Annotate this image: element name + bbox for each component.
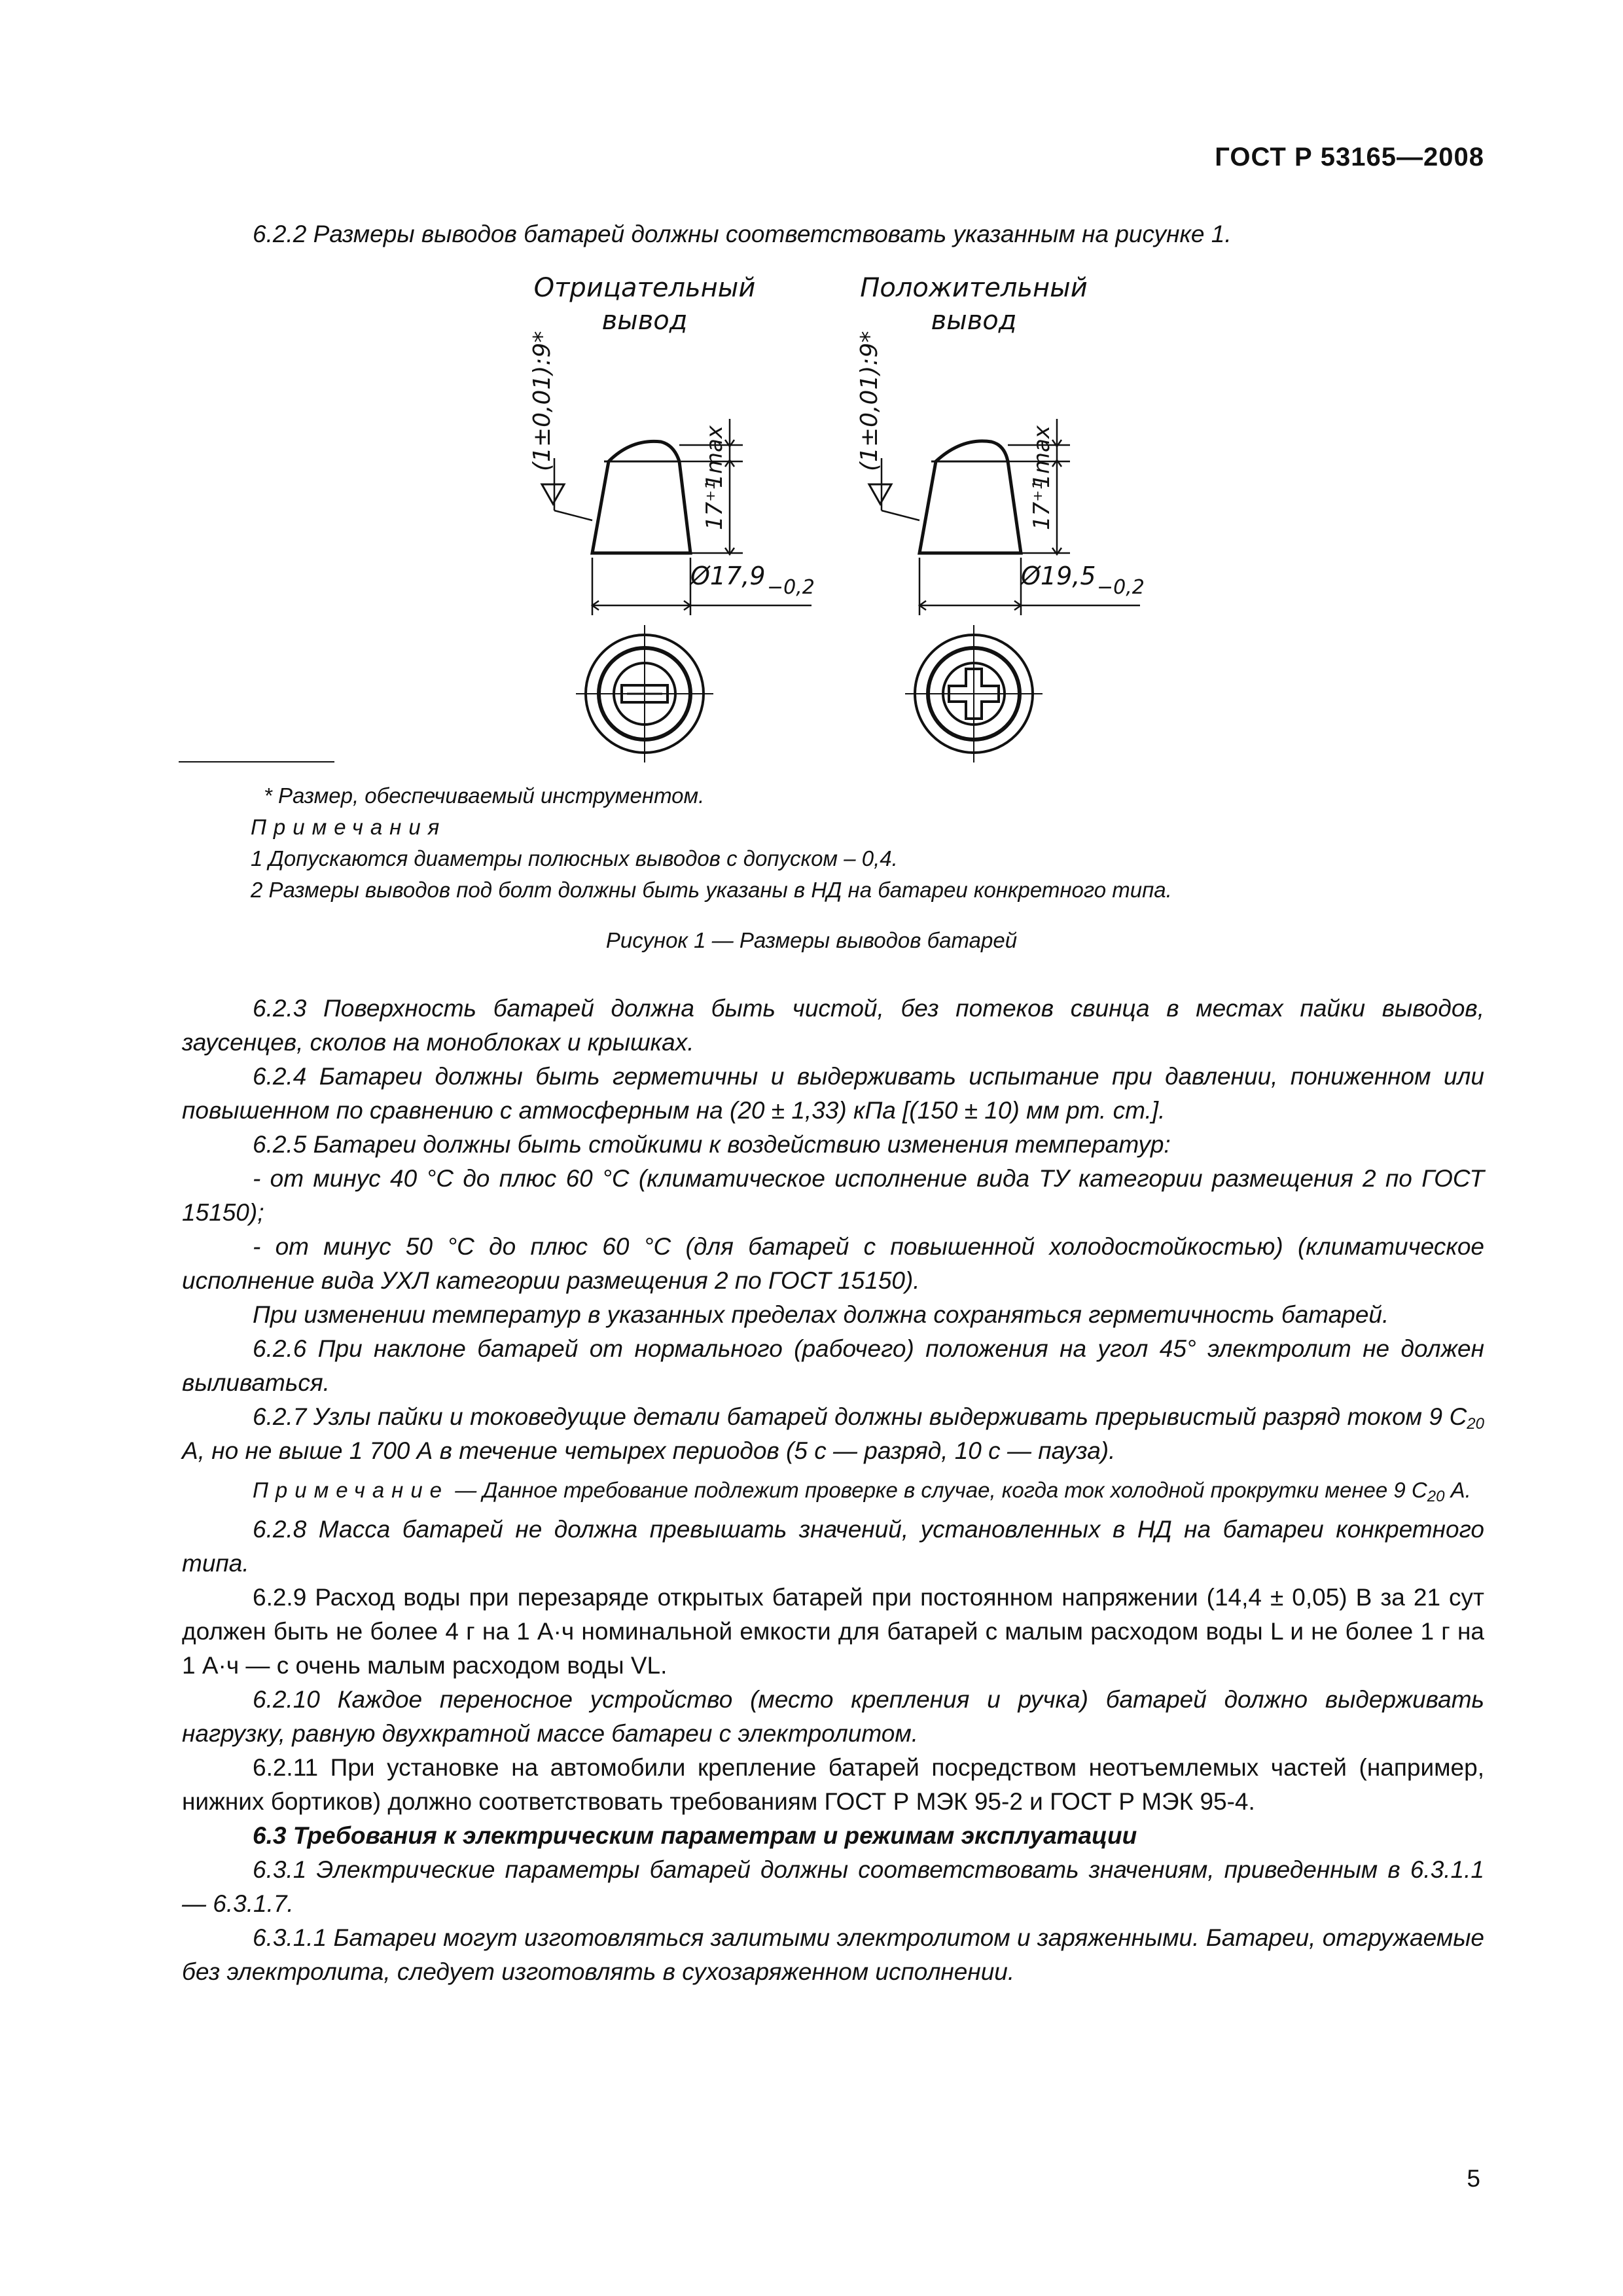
positive-terminal-top-view [905,625,1043,762]
footnote-rule [179,761,334,762]
paragraph-6-2-3: 6.2.3 Поверхность батарей должна быть чистой, без потеков свинца в местах пайки выводов, заусенцев, сколов на моноблоках и крышках. [182,995,1484,1056]
positive-height-label: 17⁺¹ [1029,481,1055,530]
section-heading-6-3: 6.3 Требования к электрическим параметрам и режимам эксплуатации [253,1822,1137,1849]
paragraph-6-2-8: 6.2.8 Масса батарей не должна превышать значений, установленных в НД на батареи конкретного типа. [182,1516,1484,1577]
paragraph-6-2-5: 6.2.5 Батареи должны быть стойкими к воздействию изменения температур: [253,1131,1171,1158]
negative-label-line1: Отрицательный [533,273,756,303]
paragraph-6-2-11: 6.2.11 При установке на автомобили крепление батарей посредством неотъемлемых частей (например, нижних бортиков) должно соответствовать требованиям ГОСТ Р МЭК 95-2 и ГОСТ Р МЭК 95-4. [182,1754,1484,1815]
document-header: ГОСТ Р 53165—2008 [1215,143,1484,171]
negative-terminal-body [592,441,690,553]
note-1: 1 Допускаются диаметры полюсных выводов с допуском – 0,4. [251,846,898,870]
positive-terminal-body [919,441,1021,553]
terminal-drawing [0,262,1623,805]
negative-label-line2: вывод [601,306,688,336]
paragraph-6-2-5-c: При изменении температур в указанных пределах должна сохраняться герметичность батарей. [253,1301,1389,1328]
paragraph-6-2-5-a: - от минус 40 °С до плюс 60 °С (климатическое исполнение вида ТУ категории размещения 2 по ГОСТ 15150); [182,1165,1484,1226]
positive-label-line1: Положительный [860,273,1088,303]
paragraph-6-2-4: 6.2.4 Батареи должны быть герметичны и выдерживать испытание при давлении, пониженном или повышенном по сравнению с атмосферным на (20 ± 1,33) кПа [(150 ± 10) мм рт. ст.]. [182,1063,1484,1124]
negative-diameter-label: Ø17,9 [690,562,766,590]
paragraph-6-3-1: 6.3.1 Электрические параметры батарей должны соответствовать значениям, приведенным в 6.3.1.1 — 6.3.1.7. [182,1856,1484,1917]
positive-tolerance-label: −0,2 [1097,576,1145,599]
negative-tolerance-label: −0,2 [767,576,815,599]
positive-diameter-label: Ø19,5 [1021,562,1096,590]
positive-max-label: 1max [1029,425,1055,488]
note-2: 2 Размеры выводов под болт должны быть указаны в НД на батареи конкретного типа. [251,878,1172,902]
paragraph-6-3-1-1: 6.3.1.1 Батареи могут изготовляться залитыми электролитом и заряженными. Батареи, отгружаемые без электролита, следует изготовлять в сухозаряженном исполнении. [182,1924,1484,1985]
page-number: 5 [1467,2165,1480,2192]
intro-paragraph: 6.2.2 Размеры выводов батарей должны соответствовать указанным на рисунке 1. [253,221,1232,247]
paragraph-6-2-7: 6.2.7 Узлы пайки и токоведущие детали батарей должны выдерживать прерывистый разряд током 9 $C_{20}$ А, но не выше 1 700 А в течение четырех периодов (5 с — разряд, 10 с — пауза). [182,1403,1484,1464]
main-body [182,992,1484,1989]
positive-label-line2: вывод [931,306,1017,336]
positive-taper-label: (1±0,01):9* [856,331,883,471]
negative-height-label: 17⁺¹ [702,481,728,530]
note-6-2-7: Примечание — Данное требование подлежит проверке в случае, когда ток холодной прокрутки менее 9 $C_{20}$ А. [253,1478,1471,1505]
figure-caption: Рисунок 1 — Размеры выводов батарей [605,928,1018,952]
paragraph-6-2-9: 6.2.9 Расход воды при перезаряде открытых батарей при постоянном напряжении (14,4 ± 0,05) В за 21 сут должен быть не более 4 г на 1 А·ч номинальной емкости для батарей с малым расходом воды L и не более 1 г на 1 А·ч — с очень малым расходом воды VL. [182,1584,1484,1679]
negative-terminal-top-view [576,625,713,762]
negative-max-label: 1max [702,425,728,488]
paragraph-6-2-5-b: - от минус 50 °С до плюс 60 °С (для батарей с повышенной холодостойкостью) (климатическое исполнение вида УХЛ категории размещения 2 по ГОСТ 15150). [182,1233,1484,1294]
footnote-star: * Размер, обеспечиваемый инструментом. [264,783,705,808]
paragraph-6-2-10: 6.2.10 Каждое переносное устройство (место крепления и ручка) батарей должно выдерживать нагрузку, равную двухкратной массе батареи с электролитом. [182,1686,1484,1747]
footnote-block [182,780,1484,906]
notes-heading: Примечания [251,815,447,839]
paragraph-6-2-6: 6.2.6 При наклоне батарей от нормального (рабочего) положения на угол 45° электролит не должен выливаться. [182,1335,1484,1396]
negative-taper-label: (1±0,01):9* [529,331,556,471]
